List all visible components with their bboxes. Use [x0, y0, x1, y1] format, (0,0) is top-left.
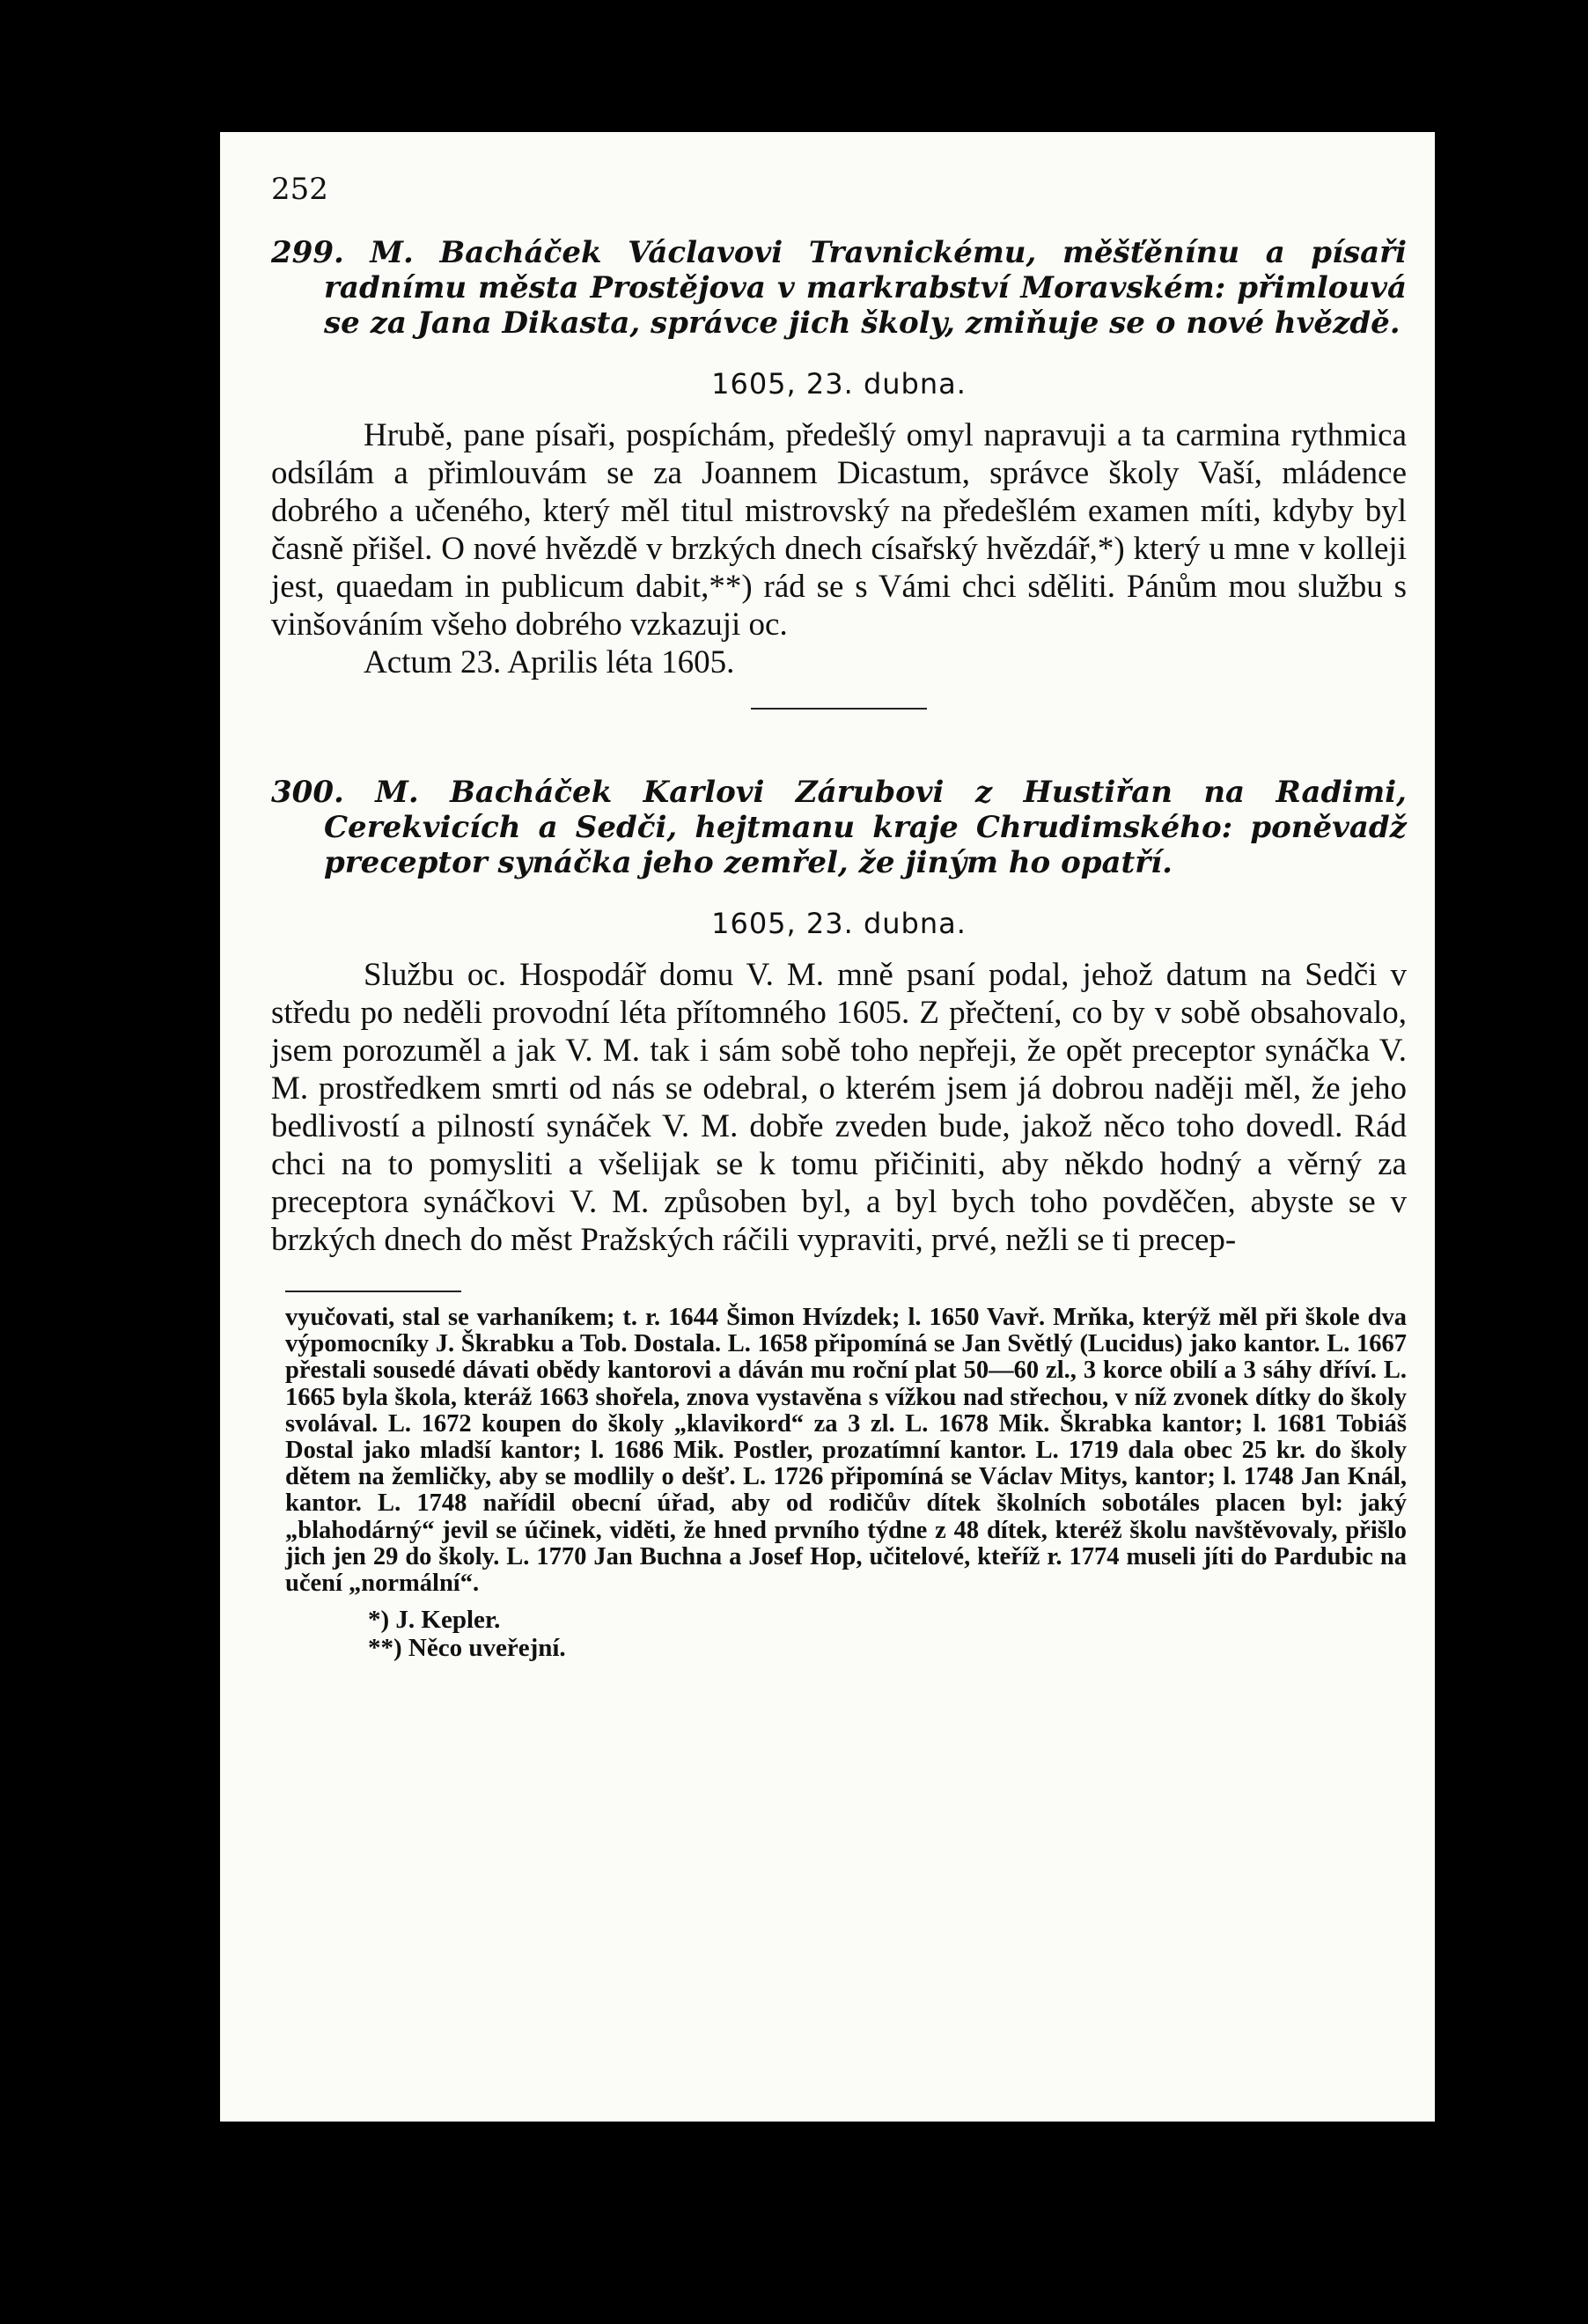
text-block	[271, 150, 1407, 1662]
paper-sheet	[220, 132, 1435, 2122]
letter-300-body: Službu oc. Hospodář domu V. M. mně psaní podal, jehož datum na Sedči v středu po neděli provodní léta přítomného 1605. Z přečtení, co by v sobě obsahovalo, jsem porozuměl a jak V. M. tak i sám sobě toho nepřeji, že opět preceptor synáčka V. M. prostředkem smrti od nás se odebral, o kterém jsem já dobrou naději měl, že jeho bedlivostí a pilností synáček V. M. dobře zveden bude, jakož něco toho dovedl. Rád chci na to pomysliti a všelijak se k tomu přičiniti, aby někdo hodný a věrný za preceptora synáčkovi V. M. způsoben byl, a byl bych toho povděčen, abyste se v brzkých dnech do měst Pražských ráčili vypraviti, prvé, nežli se ti precep-	[271, 957, 1407, 1258]
footnote-kepler: *) J. Kepler.	[368, 1606, 501, 1635]
footnote-rule	[285, 1291, 461, 1292]
letter-299-body: Hrubě, pane písaři, pospíchám, předešlý omyl napravuji a ta carmina rythmica odsílám a přimlouvám se za Joannem Dicastum, správce školy Vaší, mládence dobrého a učeného, který měl titul mistrovský na předešlém examen míti, kdyby byl časně přišel. O nové hvězdě v brzkých dnech císařský hvězdář,*) který u mne v kolleji jest, quaedam in publicum dabit,**) rád se s Vámi chci sděliti. Pánům mou službu s vinšováním všeho dobrého vzkazuji oc.	[271, 417, 1407, 643]
footnote-publish: **) Něco uveřejní.	[368, 1634, 566, 1663]
letter-separator	[751, 708, 927, 710]
footnote-notes	[271, 1606, 1407, 1662]
page-number: 252	[271, 172, 328, 207]
letter-299-date: 1605, 23. dubna.	[711, 367, 967, 401]
letter-299-heading: 299. M. Bacháček Václavovi Travnickému, měšťěnínu a písaři radnímu města Prostějova v markrabství Moravském: přimlouvá se za Jana Dikasta, správce jich školy, zmiňuje se o nové hvězdě.	[271, 235, 1407, 341]
letter-300-date: 1605, 23. dubna.	[711, 907, 967, 940]
letter-300-heading: 300. M. Bacháček Karlovi Zárubovi z Hustiřan na Radimi, Cerekvicích a Sedči, hejtmanu kraje Chrudimského: poněvadž preceptor synáčka jeho zemřel, že jiným ho opatří.	[271, 775, 1407, 880]
footnote-continuation: vyučovati, stal se varhaníkem; t. r. 1644 Šimon Hvízdek; l. 1650 Vavř. Mrňka, kterýž měl při škole dva výpomocníky J. Škrabku a Tob. Dostala. L. 1658 připomíná se Jan Světlý (Lucidus) jako kantor. L. 1667 přestali sousedé dávati obědy kantorovi a dáván mu roční plat 50—60 zl., 3 korce obilí a 3 sáhy dříví. L. 1665 byla škola, kteráž 1663 shořela, znova vystavěna s vížkou nad střechou, v níž zvonek dítky do školy svolával. L. 1672 koupen do školy „klavikord“ za 3 zl. L. 1678 Mik. Škrabka kantor; l. 1681 Tobiáš Dostal jako mladší kantor; l. 1686 Mik. Postler, prozatímní kantor. L. 1719 dala obec 25 kr. do školy dětem na žemličky, aby se modlily o dešť. L. 1726 připomíná se Václav Mitys, kantor; l. 1748 Jan Knál, kantor. L. 1748 nařídil obecní úřad, aby od rodičův dítek školních sobotáles placen byl: jaký „blahodárný“ jevil se účinek, viděti, že hned prvního týdne z 48 dítek, kteréž školu navštěvovaly, přišlo jich jen 29 do školy. L. 1770 Jan Buchna a Josef Hop, učitelové, kteříž r. 1774 museli jíti do Pardubic na učení „normální“.	[285, 1304, 1407, 1598]
letter-299-closing: Actum 23. Aprilis léta 1605.	[364, 644, 735, 680]
